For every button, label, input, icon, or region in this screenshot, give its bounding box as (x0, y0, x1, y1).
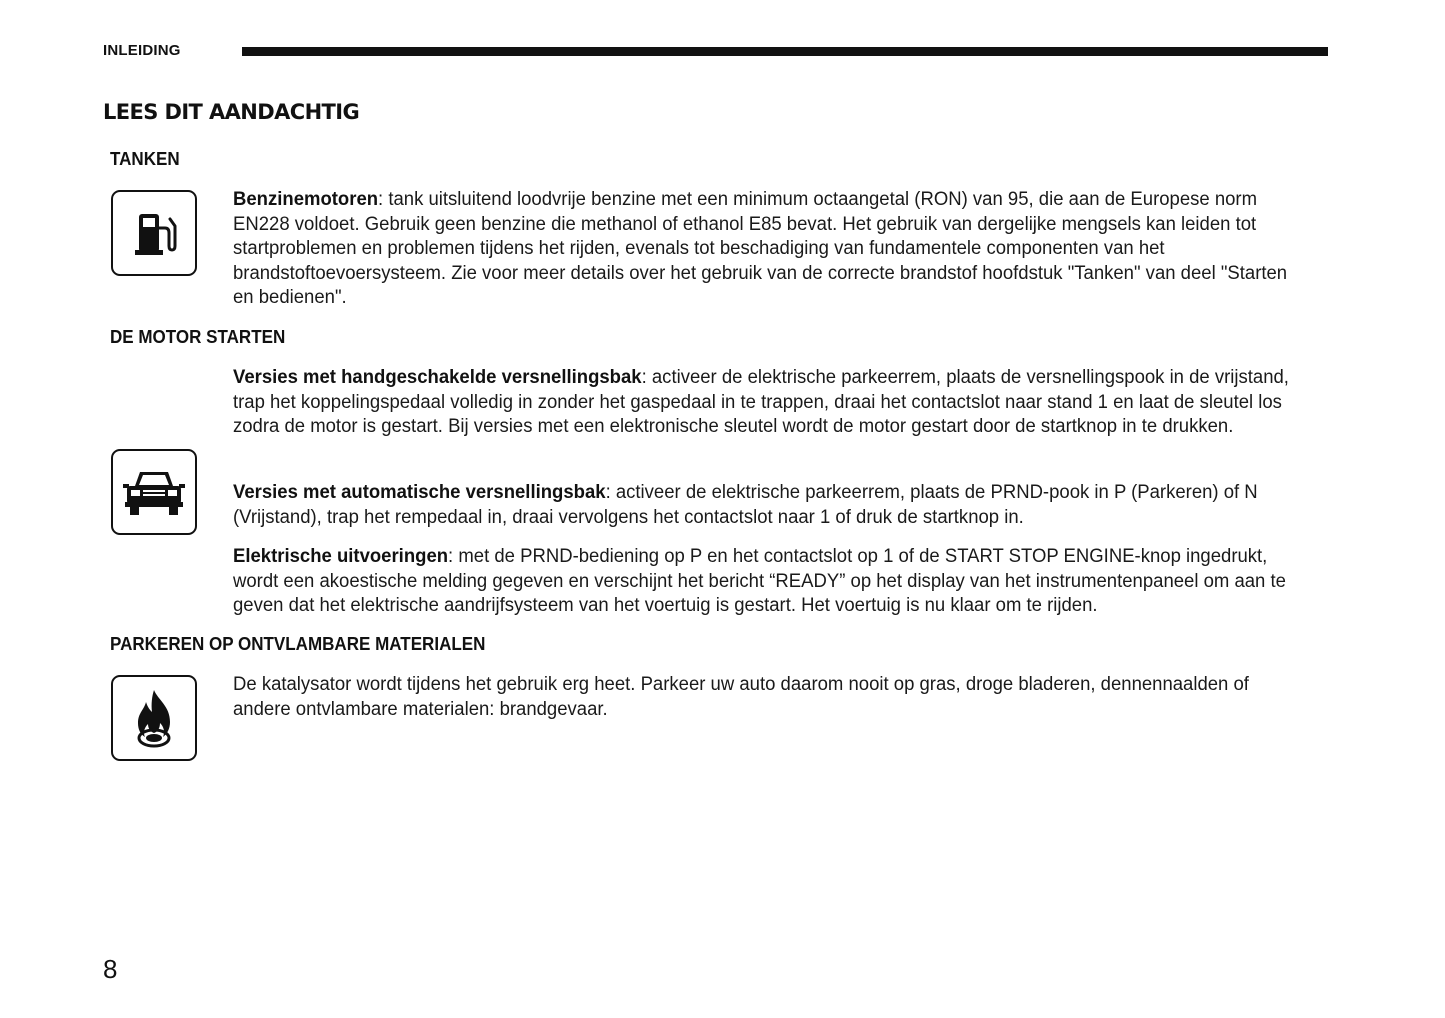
section-heading-parkeren: PARKEREN OP ONTVLAMBARE MATERIALEN (110, 633, 486, 654)
running-header-label: INLEIDING (103, 42, 181, 59)
paragraph-benzinemotoren: Benzinemotoren: tank uitsluitend loodvrije benzine met een minimum octaangetal (RON) van 95, die aan de Europese norm EN228 voldoet. Gebruik geen benzine die methanol of ethanol E85 bevat. Het gebruik van dergelijke mengsels kan leiden tot startproblemen en problemen tijdens het rijden, evenals tot beschadiging van fundamentele componenten van het brandstoftoevoersysteem. Zie voor meer details over het gebruik van de correcte brandstof hoofdstuk "Tanken" van deel "Starten en bedienen". (233, 188, 1288, 309)
page-number: 8 (103, 954, 118, 984)
page-title: LEES DIT AANDACHTIG (103, 100, 360, 124)
section-heading-tanken: TANKEN (110, 148, 180, 169)
header-rule (242, 47, 1328, 56)
paragraph-elektrisch: Elektrische uitvoeringen: met de PRND-bediening op P en het contactslot op 1 of de START STOP ENGINE-knop ingedrukt, wordt een akoestische melding gegeven en verschijnt het bericht “READY” op het display van het instrumentenpaneel om aan te geven dat het elektrische aandrijfsysteem van het voertuig is gestart. Het voertuig is nu klaar om te rijden. (233, 545, 1286, 617)
car-front-icon (111, 449, 197, 535)
flame-icon (111, 675, 197, 761)
paragraph-katalysator: De katalysator wordt tijdens het gebruik erg heet. Parkeer uw auto daarom nooit op gras, droge bladeren, dennennaalden of andere ontvlambare materialen: brandgevaar. (233, 673, 1249, 720)
paragraph-handgeschakeld: Versies met handgeschakelde versnellingsbak: activeer de elektrische parkeerrem, plaats de versnellingspook in de vrijstand, trap het koppelingspedaal volledig in zonder het gaspedaal in te trappen, draai het contactslot naar stand 1 en laat de sleutel los zodra de motor is gestart. Bij versies met een elektronische sleutel wordt de motor gestart door de startknop in te drukken. (233, 366, 1289, 438)
paragraph-automatisch: Versies met automatische versnellingsbak: activeer de elektrische parkeerrem, plaats de PRND-pook in P (Parkeren) of N (Vrijstand), trap het rempedaal in, draai vervolgens het contactslot naar 1 of druk de startknop in. (233, 481, 1258, 528)
fuel-pump-icon (111, 190, 197, 276)
section-heading-motor-starten: DE MOTOR STARTEN (110, 326, 286, 347)
